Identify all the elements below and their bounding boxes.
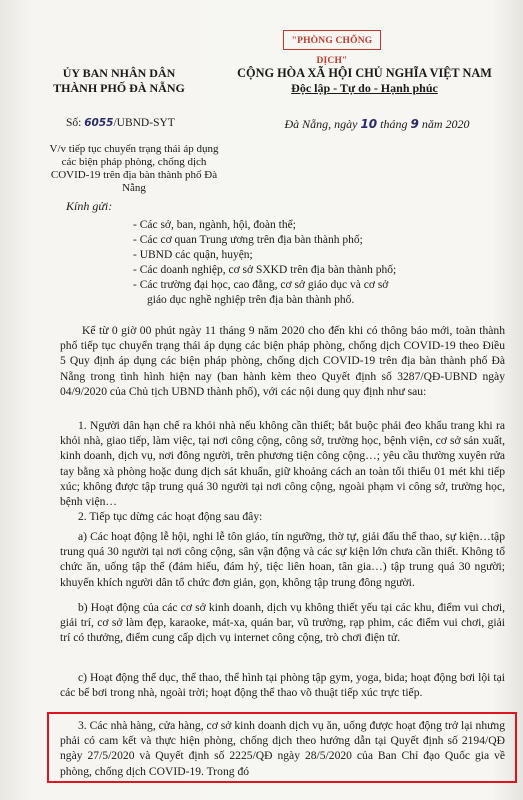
paragraph-item-1: 1. Người dân hạn chế ra khỏi nhà nếu không cần thiết; bắt buộc phải đeo khẩu trang khi ra khỏi nhà, giao tiếp, làm việc, tại nơi công cộng, công sở, trường học, bệnh viện, cơ sở sản xuất, kinh doanh, dịch vụ, nơi đông người, trên phương tiện công cộng…; yêu cầu thường xuyên rửa tay bằng xà phòng hoặc dung dịch sát khuẩn, giữ khoảng cách an toàn tối thiểu 01 mét khi tiếp xúc; không được tập trung quá 30 người tại nơi công cộng, ngoài phạm vi công sở, trường học, bệnh viện…	[60, 419, 505, 509]
doc-number-handwritten: 6055	[84, 117, 114, 129]
nation-motto: Độc lập - Tự do - Hạnh phúc	[291, 81, 438, 95]
recipient-item: giáo dục nghề nghiệp trên địa bàn thành phố.	[147, 294, 355, 306]
paragraph-item-2: 2. Tiếp tục dừng các hoạt động sau đây:	[78, 510, 263, 523]
recipient-item: - Các sở, ban, ngành, hội, đoàn thể;	[133, 219, 296, 231]
doc-number-prefix: Số:	[66, 117, 82, 129]
paragraph-item-2b: b) Hoạt động của các cơ sở kinh doanh, dịch vụ không thiết yếu tại các khu, điểm vui chơi, giải trí, cơ sở làm đẹp, karaoke, mát-xa, quán bar, vũ trường, rạp phim, các điểm vui chơi, giải trí có thưởng, điểm cung cấp dịch vụ internet công cộng, trò chơi điện tử.	[60, 601, 505, 645]
date-month: 9	[410, 117, 419, 131]
issuing-organization	[20, 66, 218, 96]
document-number	[66, 117, 175, 129]
doc-number-suffix: /UBND-SYT	[113, 117, 175, 129]
nation-title: CỘNG HÒA XÃ HỘI CHỦ NGHĨA VIỆT NAM	[237, 66, 492, 80]
paragraph-intro: Kể từ 0 giờ 00 phút ngày 11 tháng 9 năm 2020 cho đến khi có thông báo mới, toàn thành phố tiếp tục chuyển trạng thái áp dụng các biện pháp phòng, chống dịch COVID-19 theo Điều 5 Quy định áp dụng các biện pháp phòng, chống dịch COVID-19 trên địa bàn thành phố Đà Nẵng trong tình hình hiện nay (ban hành kèm theo Quyết định số 3287/QĐ-UBND ngày 04/9/2020 của Chủ tịch UBND thành phố), với các nội dung quy định như sau:	[60, 324, 505, 398]
date-mid: tháng	[380, 117, 408, 131]
date-post: năm 2020	[421, 117, 470, 131]
org-line-2: THÀNH PHỐ ĐÀ NẴNG	[53, 81, 185, 95]
document-date	[242, 117, 512, 132]
date-pre: Đà Nẵng, ngày	[284, 117, 358, 131]
org-line-1: ỦY BAN NHÂN DÂN	[62, 66, 176, 80]
recipient-item: - Các trường đại học, cao đẳng, cơ sở giáo dục và cơ sở	[133, 279, 389, 291]
recipient-item: - Các cơ quan Trung ương trên địa bàn thành phố;	[133, 234, 363, 246]
paragraph-item-2a: a) Các hoạt động lễ hội, nghi lễ tôn giáo, tín ngưỡng, thờ tự, giải đấu thể thao, sự kiện…tập trung quá 30 người tại nơi công cộng, sân vận động và các sự kiện lớn chưa cần thiết. Không tổ chức ăn, uống tập thể (đám hiếu, đám hỷ, tiệc liên hoan, tân gia…) tập trung quá 30 người; khuyến khích người dân tổ chức đơn giản, gọn, không tập trung đông người.	[60, 530, 505, 589]
recipient-item: - UBND các quận, huyện;	[133, 249, 253, 261]
date-day: 10	[360, 117, 378, 131]
document-subject: V/v tiếp tục chuyển trạng thái áp dụng các biện pháp phòng, chống dịch COVID-19 trên địa bàn thành phố Đà Nẵng	[49, 143, 219, 194]
greeting: Kính gửi:	[66, 199, 113, 213]
national-header	[218, 66, 511, 96]
stamp: "PHÒNG CHỐNG DỊCH"	[283, 30, 381, 50]
paragraph-item-2c: c) Hoạt động thể dục, thể thao, thể hình tại phòng tập gym, yoga, bida; hoạt động bơi lội tại các bể bơi trong nhà, ngoài trời; hoạt động thể thao võ thuật tiếp xúc trực tiếp.	[60, 671, 505, 700]
recipient-item: - Các doanh nghiệp, cơ sở SXKD trên địa bàn thành phố;	[133, 264, 397, 276]
recipient-list	[133, 218, 493, 308]
highlight-box	[47, 712, 517, 783]
paragraph-item-3: 3. Các nhà hàng, cửa hàng, cơ sở kinh doanh dịch vụ ăn, uống được hoạt động trở lại nhưng phải có cam kết và thực hiện phòng, chống dịch theo hướng dẫn tại Quyết định số 2194/QĐ ngày 27/5/2020 và Quyết định số 2225/QĐ ngày 28/5/2020 của Ban Chỉ đạo Quốc gia về phòng, chống dịch COVID-19. Trong đó	[60, 719, 505, 778]
